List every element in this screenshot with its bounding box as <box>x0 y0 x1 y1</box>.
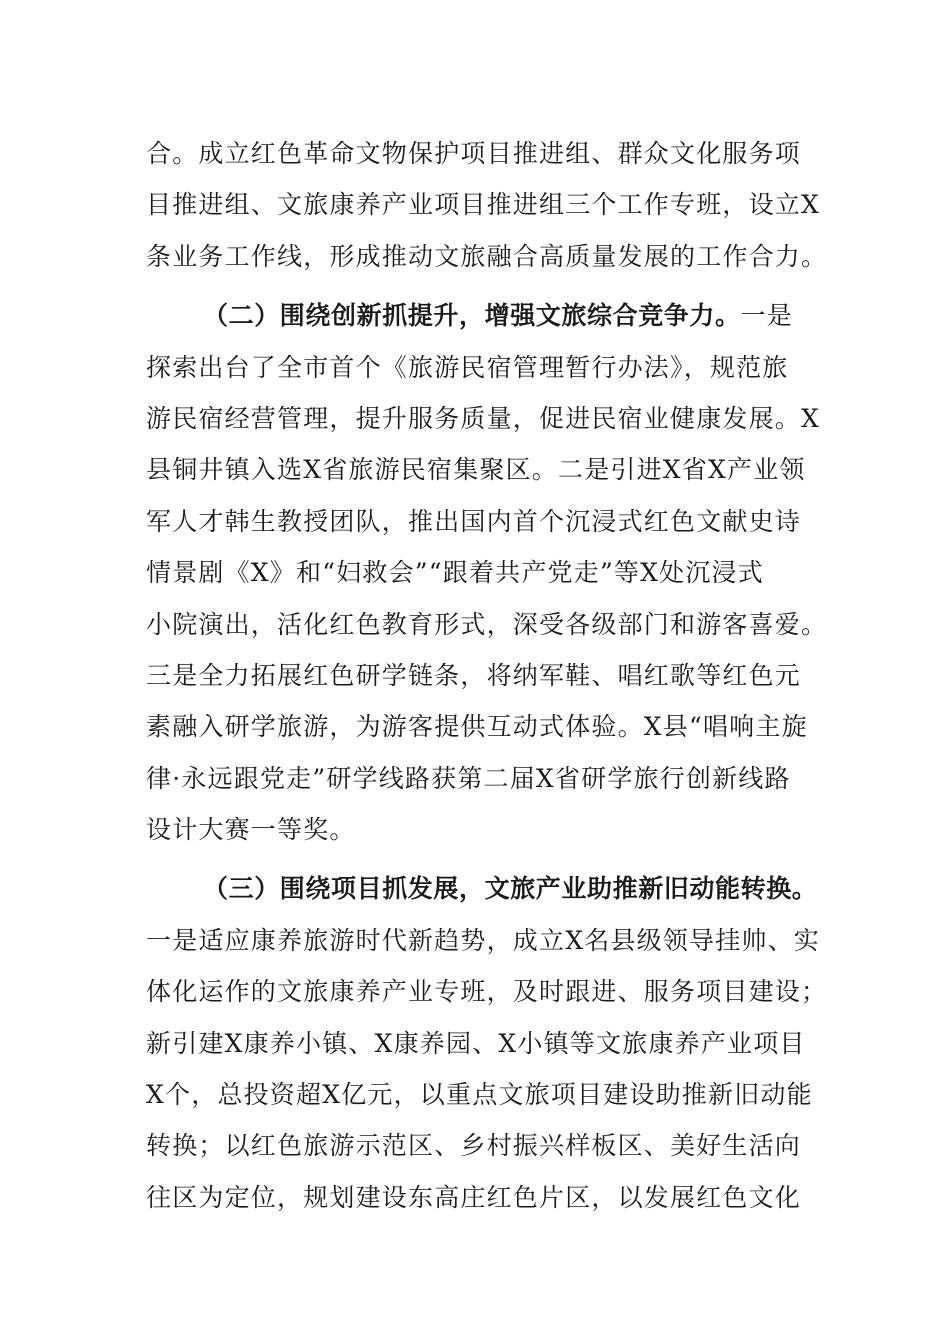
paragraph-spacer <box>146 282 811 290</box>
paragraph-3 <box>146 863 828 1223</box>
paragraph-first-line <box>146 863 818 914</box>
text-line: 素融入研学旅游，为游客提供互动式体验。X县“唱响主旋 <box>146 712 808 742</box>
document-body <box>146 128 828 1223</box>
text-line: 一是适应康养旅游时代新趋势，成立X名县级领导挂帅、实 <box>146 925 821 955</box>
text-line: 军人才韩生教授团队，推出国内首个沉浸式红色文献史诗 <box>146 506 802 536</box>
text-line: 设计大赛一等奖。 <box>146 815 356 845</box>
paragraph-1 <box>146 128 828 282</box>
text-line: 小院演出，活化红色教育形式，深受各级部门和游客喜爱。 <box>146 609 828 639</box>
text-line: 转换；以红色旅游示范区、乡村振兴样板区、美好生活向 <box>146 1131 802 1161</box>
paragraph-2 <box>146 290 828 855</box>
text-line: 探索出台了全市首个《旅游民宿管理暂行办法》，规范旅 <box>146 352 789 382</box>
text-line: 合。成立红色革命文物保护项目推进组、群众文化服务项 <box>146 139 802 168</box>
text-line: 县铜井镇入选X省旅游民宿集聚区。二是引进X省X产业领 <box>146 455 806 485</box>
text-line: 体化运作的文旅康养产业专班，及时跟进、服务项目建设； <box>146 977 828 1007</box>
paragraph-spacer <box>146 855 811 863</box>
section-heading: （三）围绕项目抓发展，文旅产业助推新旧动能转换。 <box>203 874 818 904</box>
section-heading: （二）围绕创新抓提升，增强文旅综合竞争力。 <box>203 301 741 331</box>
text-line: 情景剧《X》和“妇救会”“跟着共产党走”等X处沉浸式 <box>146 558 764 588</box>
text-line: X个，总投资超X亿元，以重点文旅项目建设助推新旧动能 <box>146 1080 813 1110</box>
text-line: 往区为定位，规划建设东高庄红色片区，以发展红色文化 <box>146 1182 802 1212</box>
text-line: 目推进组、文旅康养产业项目推进组三个工作专班，设立X <box>146 190 821 220</box>
text-line: 律·永远跟党走”研学线路获第二届X省研学旅行创新线路 <box>146 763 791 793</box>
text-line: 三是全力拓展红色研学链条，将纳军鞋、唱红歌等红色元 <box>146 660 802 690</box>
text-line: 新引建X康养小镇、X康养园、X小镇等文旅康养产业项目 <box>146 1028 806 1058</box>
text-line: 条业务工作线，形成推动文旅融合高质量发展的工作合力。 <box>146 241 828 271</box>
paragraph-first-line <box>146 290 811 341</box>
text-line: 游民宿经营管理，提升服务质量，促进民宿业健康发展。X <box>146 403 821 433</box>
text-run: 一是 <box>740 301 794 331</box>
